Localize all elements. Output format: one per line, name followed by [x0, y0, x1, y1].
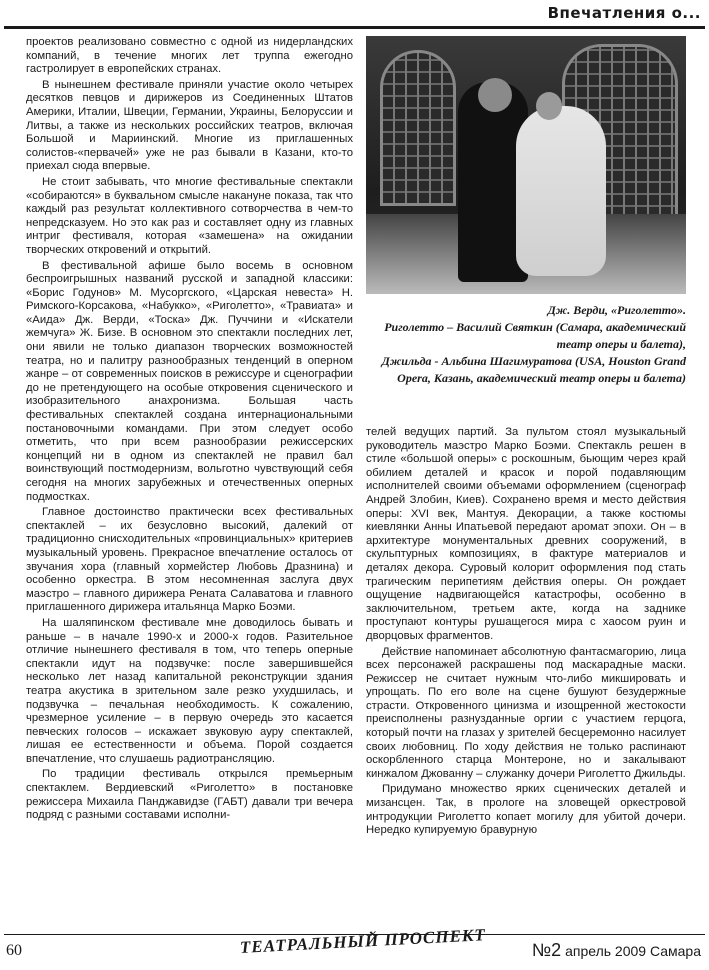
paragraph: Действие напоминает абсолютную фантасмагорию, лица всех персонажей раскрашены под маскарадные маски. Режиссер не считает нужным что-либо микшировать и упрощать. По его воле на сцене бушуют безудержные страсти. Откровенного цинизма и изощренной жестокости преисполнены разнузданные оргии с участием герцога, который почти на глазах у зрителей бесцеремонно насилует своих любовниц. По ходу действия не только распинают оскорбленного старца Монтероне, но и закалывают кинжалом Джованну – служанку дочери Риголетто Джильды. [366, 645, 686, 780]
magazine-name: ТЕАТРАЛЬНЫЙ ПРОСПЕКТ [239, 925, 487, 957]
page-footer [0, 925, 709, 970]
stage-window-decor [380, 50, 456, 206]
left-text-column [26, 36, 353, 930]
page-number: 60 [6, 942, 22, 959]
issue-date: апрель 2009 Самара [561, 943, 701, 959]
header-rule [4, 26, 705, 29]
section-title: Впечатления о... [547, 4, 701, 22]
paragraph: В фестивальной афише было восемь в основном беспроигрышных названий русской и западной классики: «Борис Годунов» М. Мусоргского, «Царская невеста» Н. Римского-Корсакова, «Набукко», «Риголетто», «Травиата» и «Аида» Дж. Верди, «Тоска» Дж. Пуччини и «Искатели жемчуга» Ж. Бизе. В основном это спектакли последних лет, они явили не только диапазон творческих возможностей театра, но и палитру разнообразных тенденций в оперном жанре – от современных поисков в режиссуре и сценографии до не претендующего на особые откровения сценического и изобразительного анахронизма. Большая часть фестивальных спектаклей создана интернациональными постановочными командами. При этом следует особо отметить, что при всем разнообразии режиссерских концепций ни в одном из спектаклей не правил бал воинствующий постмодернизм, вольготно чувствующий себя сегодня на многих зарубежных и отечественных оперных подмостках. [26, 259, 353, 503]
issue-info [532, 940, 701, 961]
opera-stage-photo [366, 36, 686, 294]
page-header [0, 0, 709, 36]
gilda-figure [516, 106, 606, 276]
paragraph: Не стоит забывать, что многие фестивальные спектакли «собираются» в буквальном смысле накануне показа, так что каждый раз результат коллективного сотворчества в чем-то непредсказуем. Но это как раз и составляет одну из главных интриг фестиваля, которая «замешена» на ожидании творческих откровений и открытий. [26, 175, 353, 256]
issue-number: №2 [531, 940, 562, 960]
paragraph: По традиции фестиваль открылся премьерным спектаклем. Вердиевский «Риголетто» в постановке режиссера Михаила Панджавидзе (ГАБТ) давали три вечера подряд с разными составами исполни- [26, 768, 353, 822]
paragraph: Главное достоинство практически всех фестивальных спектаклей – их безусловно высокий, далекий от традиционно снисходительных «провинциальных» критериев музыкальный уровень. Прекрасное впечатление осталось от звучания хора (главный хормейстер Любовь Дразнина) и особенно оркестра. В этом несомненная заслуга двух маэстро – главного дирижера Рената Салаватова и главного приглашенного дирижера итальянца Марко Боэми. [26, 506, 353, 614]
paragraph: телей ведущих партий. За пультом стоял музыкальный руководитель маэстро Марко Боэми. Спектакль решен в стиле «большой оперы» с роскошным, бьющим через край обилием деталей и красок и порой подавляющим исполнителей своими объемами оформлением (сценограф Андрей Злобин, Киев). Сохранено время и место действия оперы: XVI век, Мантуя. Декорации, а также костюмы киевлянки Анны Ипатьевой передают аромат эпохи. Он – в архитектуре монументальных древних сооружений, в скульптурных композициях, в фактуре материалов и деталях декора. Суровый колорит оформления под стать трагическим перипетиям действия оперы. Он рождает ощущение надвигающейся катастрофы, особенно в заключительном, третьем акте, когда на заднике проступают контуры рушащегося мира с хаосом руин и дворцовых фрагментов. [366, 426, 686, 642]
paragraph: проектов реализовано совместно с одной из нидерландских компаний, в течение многих лет труппа ежегодно гастролирует в европейских странах. [26, 36, 353, 76]
paragraph: Придумано множество ярких сценических деталей и мизансцен. Так, в прологе на зловещей оркестровой интродукции Риголетто копает могилу для убитой дочери. Нередко купируемую бравурную [366, 783, 686, 837]
caption-line: Дж. Верди, «Риголетто». [547, 303, 686, 317]
figure-head [478, 78, 512, 112]
paragraph: В нынешнем фестивале приняли участие около четырех десятков певцов и дирижеров из Соединенных Штатов Америки, Италии, Швеции, Германии, Украины, Белоруссии и Литвы, а также из нескольких российских театров, включая Большой и Мариинский. Многие из приглашенных солистов-«первачей» уже не раз бывали в Казани, кто-то приехал сюда впервые. [26, 78, 353, 173]
caption-line: Риголетто – Василий Святкин (Самара, академический театр оперы и балета), [384, 320, 686, 351]
right-text-column [366, 426, 686, 930]
photo-caption [366, 302, 686, 387]
paragraph: На шаляпинском фестивале мне доводилось бывать и раньше – в начале 1990-х и 2000-х годов. Разительное отличие нынешнего фестиваля в том, что теперь оперные спектакли идут на подзвучке: после завершившейся несколько лет назад капитальной реконструкции здания театра акустика в зрительном зале резко ухудшилась, и подзвучка – печальная необходимость. К сожалению, чрезмерное усиление – в первую очередь это касается певческих голосов – искажает звуковую ауру спектаклей, лишая ее естественности и объема. Порой создается впечатление, что слушаешь радиотрансляцию. [26, 616, 353, 765]
figure-head [536, 92, 562, 120]
caption-line: Джильда - Альбина Шагимуратова (USA, Houston Grand Opera, Казань, академический театр оперы и балета) [381, 354, 686, 385]
